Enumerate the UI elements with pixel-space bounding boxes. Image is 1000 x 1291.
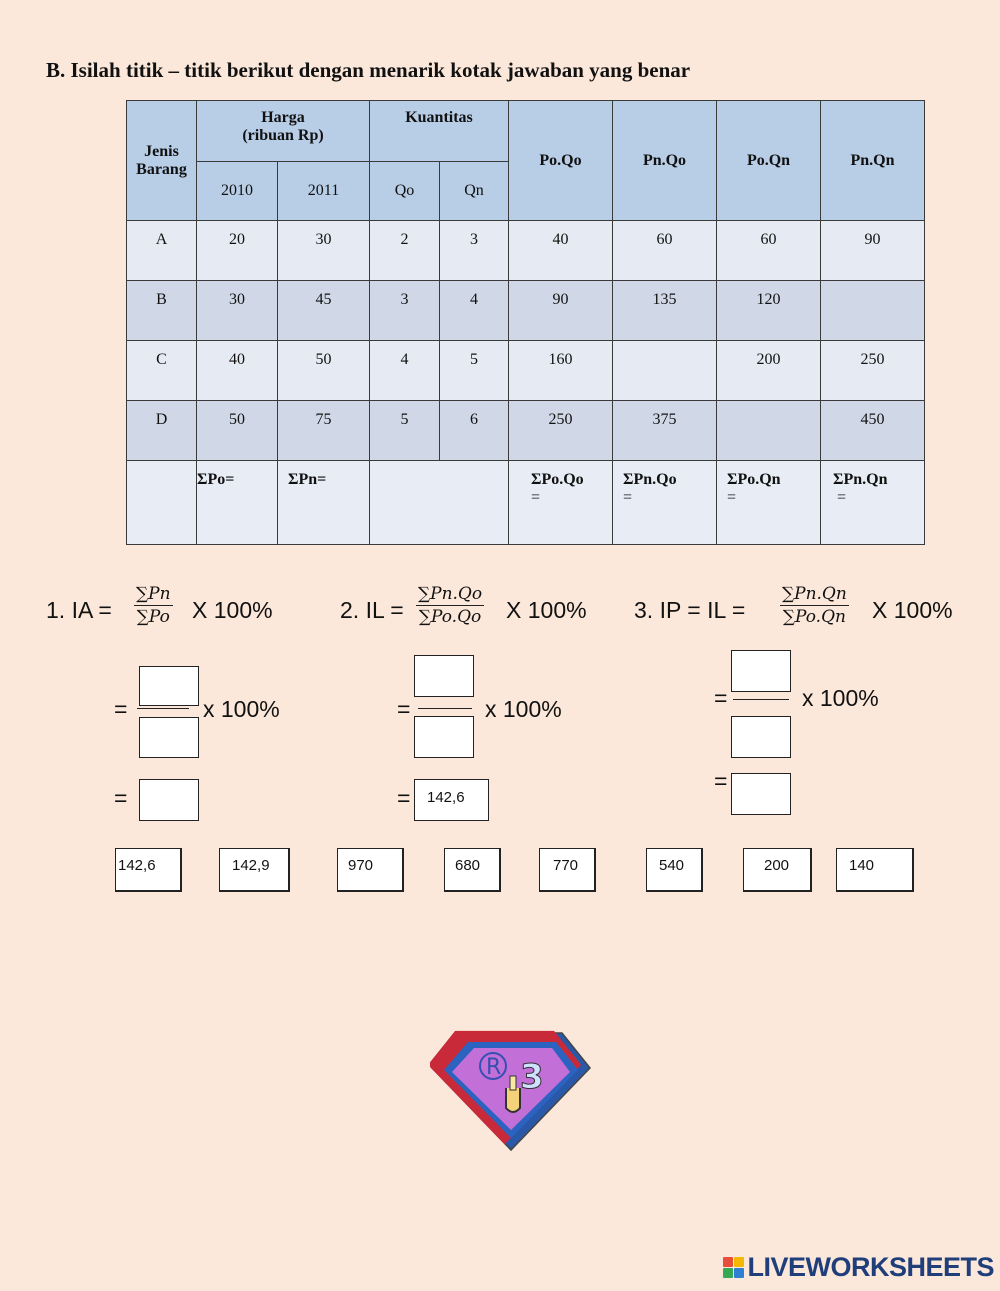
header-pn-qo: Pn.Qo bbox=[613, 101, 717, 221]
answer-tile[interactable]: 540 bbox=[646, 848, 703, 892]
fraction-line bbox=[418, 708, 472, 709]
formula-il-times: X 100% bbox=[506, 597, 587, 623]
answer-tile[interactable]: 142,6 bbox=[115, 848, 182, 892]
price-index-table bbox=[126, 100, 925, 545]
blank-cell-b-pnqn[interactable] bbox=[821, 281, 925, 341]
section-title: B. Isilah titik – titik berikut dengan menarik kotak jawaban yang benar bbox=[46, 58, 691, 82]
sum-po-qo[interactable]: ΣPo.Qo = bbox=[509, 461, 613, 545]
blank-cell-c-pnqo[interactable] bbox=[613, 341, 717, 401]
liveworksheets-brand bbox=[723, 1252, 994, 1283]
header-2011: 2011 bbox=[278, 162, 370, 221]
times-100-label: x 100% bbox=[203, 696, 280, 722]
drop-box-ia-result[interactable] bbox=[139, 779, 199, 821]
header-pn-qn: Pn.Qn bbox=[821, 101, 925, 221]
logo-number-3: 3 bbox=[520, 1057, 544, 1097]
sum-po-qn[interactable]: ΣPo.Qn = bbox=[717, 461, 821, 545]
brand-text: LIVEWORKSHEETS bbox=[747, 1252, 994, 1282]
formula-ip-times: X 100% bbox=[872, 597, 953, 623]
formula-ia-fraction: $\frac{\sum Pn}{\sum Po}$ bbox=[136, 584, 171, 627]
superhero-logo-icon bbox=[430, 1030, 592, 1152]
formula-ia-label: 1. IA = bbox=[46, 597, 112, 623]
eq-sign: = bbox=[714, 685, 728, 711]
times-100-label: x 100% bbox=[485, 696, 562, 722]
sum-pn[interactable]: ΣPn= bbox=[278, 461, 370, 545]
answer-tile[interactable]: 142,9 bbox=[219, 848, 290, 892]
header-qn: Qn bbox=[440, 162, 509, 221]
header-kuantitas: Kuantitas bbox=[370, 101, 509, 162]
header-harga: Harga (ribuan Rp) bbox=[197, 101, 370, 162]
fraction-line bbox=[137, 708, 189, 709]
drop-box-ip-numerator[interactable] bbox=[731, 650, 791, 692]
eq-sign: = bbox=[714, 768, 728, 794]
formula-ip-label: 3. IP = IL = bbox=[634, 597, 746, 623]
sum-po[interactable]: ΣPo= bbox=[197, 461, 278, 545]
answer-tile[interactable]: 680 bbox=[444, 848, 501, 892]
formula-ip-fraction: $\frac{\sum Pn.Qn}{\sum Po.Qn}$ bbox=[782, 584, 847, 627]
table-row: D 50 75 5 6 250 375 450 bbox=[127, 401, 925, 461]
formula-ia-times: X 100% bbox=[192, 597, 273, 623]
header-po-qn: Po.Qn bbox=[717, 101, 821, 221]
header-po-qo: Po.Qo bbox=[509, 101, 613, 221]
eq-sign: = bbox=[397, 696, 411, 722]
drop-box-il-result[interactable]: 142,6 bbox=[414, 779, 489, 821]
blank-cell-d-poqn[interactable] bbox=[717, 401, 821, 461]
liveworksheets-logo-icon bbox=[723, 1257, 744, 1278]
eq-sign: = bbox=[114, 696, 128, 722]
drop-box-il-numerator[interactable] bbox=[414, 655, 474, 697]
formula-il-label: 2. IL = bbox=[340, 597, 404, 623]
table-row: C 40 50 4 5 160 200 250 bbox=[127, 341, 925, 401]
formula-il-fraction: $\frac{\sum Pn.Qo}{\sum Po.Qo}$ bbox=[418, 584, 483, 627]
drop-box-ia-denominator[interactable] bbox=[139, 717, 199, 758]
answer-tile[interactable]: 770 bbox=[539, 848, 596, 892]
drop-box-ip-denominator[interactable] bbox=[731, 716, 791, 758]
header-qo: Qo bbox=[370, 162, 440, 221]
times-100-label: x 100% bbox=[802, 685, 879, 711]
table-row: B 30 45 3 4 90 135 120 bbox=[127, 281, 925, 341]
fraction-line bbox=[733, 699, 789, 700]
sum-pn-qo[interactable]: ΣPn.Qo = bbox=[613, 461, 717, 545]
logo-letter-r: R bbox=[486, 1055, 502, 1080]
sum-row bbox=[127, 461, 925, 545]
eq-sign: = bbox=[114, 785, 128, 811]
sum-pn-qn[interactable]: ΣPn.Qn = bbox=[821, 461, 925, 545]
drop-box-ia-numerator[interactable] bbox=[139, 666, 199, 706]
header-jenis-barang: Jenis Barang bbox=[127, 101, 197, 221]
drop-box-ip-result[interactable] bbox=[731, 773, 791, 815]
drop-box-il-denominator[interactable] bbox=[414, 716, 474, 758]
answer-tile[interactable]: 200 bbox=[743, 848, 812, 892]
header-2010: 2010 bbox=[197, 162, 278, 221]
eq-sign: = bbox=[397, 785, 411, 811]
table-row: A 20 30 2 3 40 60 60 90 bbox=[127, 221, 925, 281]
answer-tile[interactable]: 140 bbox=[836, 848, 914, 892]
answer-tile[interactable]: 970 bbox=[337, 848, 404, 892]
